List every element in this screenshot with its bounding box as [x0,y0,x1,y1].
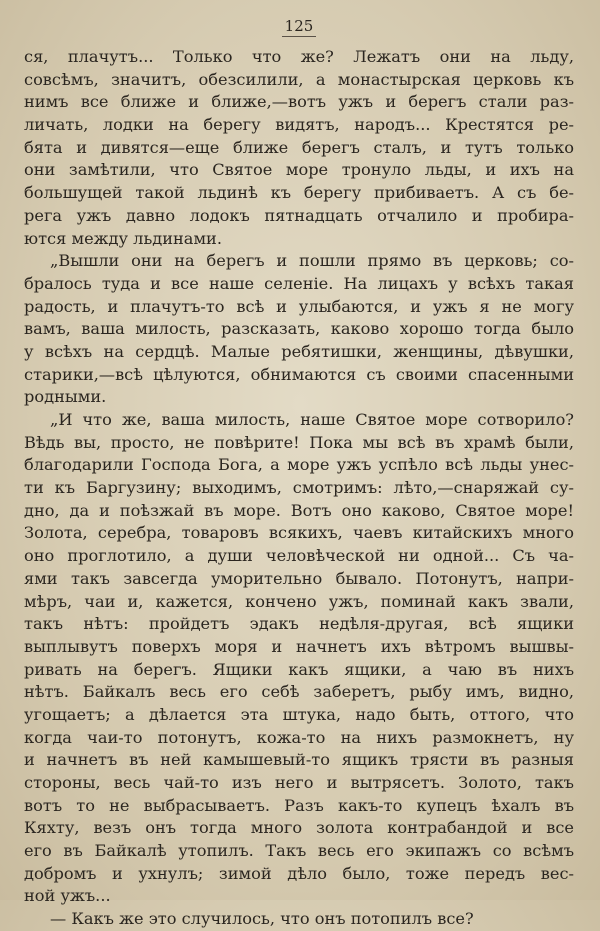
text-line: когда чаи-то потонутъ, кожа-то на нихъ размокнетъ, ну [24,727,574,747]
text-line: бята и дивятся—еще ближе берегъ сталъ, и тутъ только [24,137,574,157]
text-line: благодарили Господа Бога, а море ужъ успѣло всѣ льды унес- [24,455,574,475]
text-line: ся, плачутъ... Только что же? Лежатъ они на льду, [24,47,574,66]
page-number-text: 125 [282,16,317,37]
text-line: вотъ то не выбрасываетъ. Разъ какъ-то купецъ ѣхалъ въ [24,795,574,815]
text-line: „И что же, ваша милость, наше Святое море сотворило? [50,410,574,429]
text-line: родными. [24,387,107,407]
paragraph-p1 [24,46,574,250]
text-line: ной ужъ... [24,886,111,906]
text-line: большущей такой льдинѣ къ берегу прибиваетъ. А съ бе- [24,183,574,203]
text-line: и начнетъ въ ней камышевый-то ящикъ трясти въ разныя [24,750,574,770]
text-line: мѣръ, чаи и, кажется, кончено ужъ, поминай какъ звали, [24,591,574,611]
text-line: Кяхту, везъ онъ тогда много золота контрабандой и все [24,818,574,838]
text-line: его въ Байкалѣ утопилъ. Такъ весь его экипажъ со всѣмъ [24,841,574,861]
text-line: нимъ все ближе и ближе,—вотъ ужъ и берегъ стали раз- [24,92,574,112]
text-line: ями такъ завсегда уморительно бывало. Потонутъ, напри- [24,568,574,588]
text-line: Вѣдь вы, просто, не повѣрите! Пока мы всѣ въ храмѣ были, [24,432,574,452]
paragraph-p4 [24,908,574,931]
text-line: ривать на берегъ. Ящики какъ ящики, а чаю въ нихъ [24,659,574,679]
text-line: дно, да и поѣзжай въ море. Вотъ оно каково, Святое море! [24,500,574,520]
paragraph-p2 [24,250,574,409]
text-line: ются между льдинами. [24,228,222,248]
text-line: угощаетъ; а дѣлается эта штука, надо быть, оттого, что [24,704,574,724]
text-line: они замѣтили, что Святое море тронуло льды, и ихъ на [24,160,574,180]
text-line: бралось туда и все наше селеніе. На лицахъ у всѣхъ такая [24,273,574,293]
text-line: нѣтъ. Байкалъ весь его себѣ заберетъ, рыбу имъ, видно, [24,682,574,702]
text-line: личать, лодки на берегу видятъ, народъ... Крестятся ре- [24,115,574,135]
text-line: такъ нѣтъ: пройдетъ эдакъ недѣля-другая, всѣ ящики [24,614,574,634]
text-line: — Какъ же это случилось, что онъ потопилъ все? [50,909,474,929]
text-line: радость, и плачутъ-то всѣ и улыбаются, и ужъ я не могу [24,296,574,316]
text-line: ти къ Баргузину; выходимъ, смотримъ: лѣто,—снаряжай су- [24,478,574,498]
text-line: рега ужъ давно лодокъ пятнадцать отчалило и пробира- [24,205,574,225]
page-number [24,14,574,38]
text-line: добромъ и ухнулъ; зимой дѣло было, тоже передъ вес- [24,863,574,883]
page-text-body [24,46,574,931]
text-line: вамъ, ваша милость, разсказать, каково хорошо тогда было [24,319,574,339]
text-line: у всѣхъ на сердцѣ. Малые ребятишки, женщины, дѣвушки, [24,341,574,361]
text-line: „Вышли они на берегъ и пошли прямо въ церковь; со- [50,251,574,271]
text-line: совсѣмъ, значитъ, обезсилили, а монастырская церковь къ [24,69,574,89]
text-line: Золота, серебра, товаровъ всякихъ, чаевъ китайскихъ много [24,523,574,543]
text-line: выплывутъ поверхъ моря и начнетъ ихъ вѣтромъ вышвы- [24,636,574,656]
paragraph-p3 [24,409,574,908]
text-line: оно проглотило, а души человѣческой ни одной... Съ ча- [24,546,574,566]
text-line: стороны, весь чай-то изъ него и вытрясетъ. Золото, такъ [24,773,574,792]
text-line: старики,—всѣ цѣлуются, обнимаются съ своими спасенными [24,364,574,384]
